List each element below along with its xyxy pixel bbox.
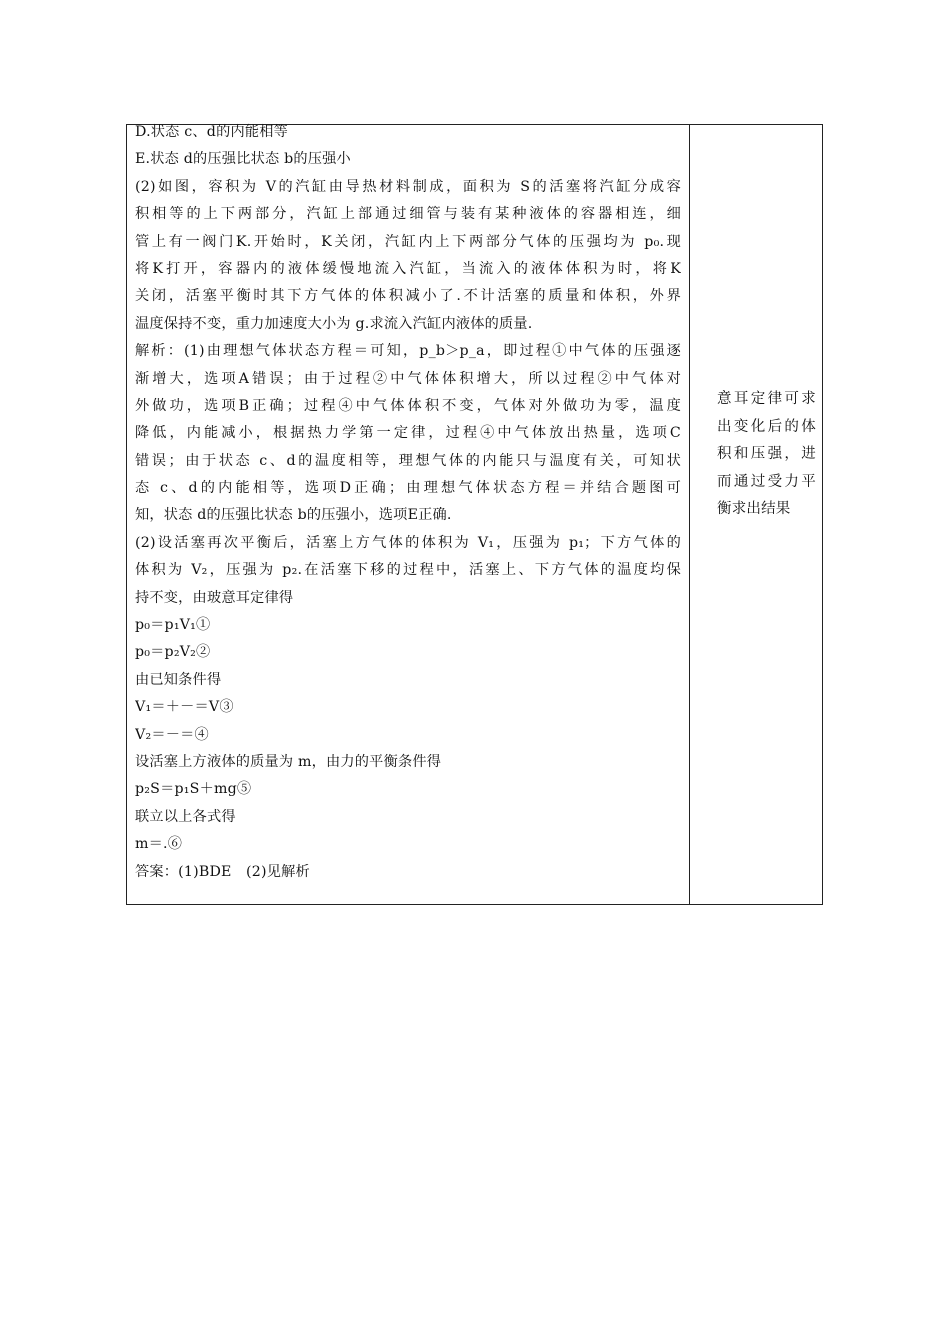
text-line: 联立以上各式得: [135, 808, 236, 825]
text-line: 外做功，选项B正确；过程④中气体体积不变，气体对外做功为零，温度: [135, 397, 681, 414]
comment-line: 衡求出结果: [717, 501, 791, 517]
text-line: (2)设活塞再次平衡后，活塞上方气体的体积为 V₁，压强为 p₁；下方气体的: [135, 534, 681, 551]
text-line: (2)如图，容积为 V的汽缸由导热材料制成，面积为 S的活塞将汽缸分成容: [135, 178, 681, 195]
text-line: 温度保持不变，重力加速度大小为 g.求流入汽缸内液体的质量.: [135, 315, 533, 332]
equation-line: V₁＝＋－＝V③: [135, 699, 234, 716]
text-line: 设活塞上方液体的质量为 m，由力的平衡条件得: [135, 753, 442, 770]
text-line: 持不变，由玻意耳定律得: [135, 589, 294, 606]
comment-line: 而通过受力平: [717, 473, 816, 490]
comment-line: 积和压强，进: [717, 446, 816, 462]
text-line: 将K打开，容器内的液体缓慢地流入汽缸，当流入的液体体积为时，将K: [135, 260, 681, 277]
equation-line: p₂S＝p₁S＋mg⑤: [135, 781, 252, 798]
text-line: 渐增大，选项A错误；由于过程②中气体体积增大，所以过程②中气体对: [135, 370, 681, 387]
text-line: 解析：(1)由理想气体状态方程＝可知，p_b＞p_a，即过程①中气体的压强逐: [135, 343, 681, 360]
text-line: 降低，内能减小，根据热力学第一定律，过程④中气体放出热量，选项C: [135, 425, 681, 442]
equation-line: p₀＝p₂V₂②: [135, 644, 211, 661]
text-line: 错误；由于状态 c、d的温度相等，理想气体的内能只与温度有关，可知状: [135, 452, 681, 469]
comment-cell: [690, 125, 822, 904]
equation-line: V₂＝－＝④: [135, 726, 209, 743]
text-line: 体积为 V₂，压强为 p₂.在活塞下移的过程中，活塞上、下方气体的温度均保: [135, 562, 681, 579]
equation-line: p₀＝p₁V₁①: [135, 617, 211, 634]
answer-line: 答案：(1)BDE (2)见解析: [135, 863, 310, 880]
text-line: 由已知条件得: [135, 671, 222, 688]
text-line: 知，状态 d的压强比状态 b的压强小，选项E正确.: [135, 507, 452, 524]
solution-cell: [127, 125, 690, 904]
text-line: 管上有一阀门K.开始时，K关闭，汽缸内上下两部分气体的压强均为 p₀.现: [135, 233, 681, 250]
text-line: D.状态 c、d的内能相等: [135, 124, 289, 140]
text-line: 积相等的上下两部分，汽缸上部通过细管与装有某种液体的容器相连，细: [135, 206, 681, 223]
content-table: [126, 124, 823, 905]
solution-text: [135, 119, 681, 886]
comment-text: [717, 386, 816, 524]
text-line: 关闭，活塞平衡时其下方气体的体积减小了.不计活塞的质量和体积，外界: [135, 288, 681, 305]
equation-line: m＝.⑥: [135, 836, 183, 853]
text-line: E.状态 d的压强比状态 b的压强小: [135, 151, 351, 168]
text-line: 态 c、d的内能相等，选项D正确；由理想气体状态方程＝并结合题图可: [135, 480, 681, 497]
comment-line: 意耳定律可求: [717, 391, 816, 407]
comment-line: 出变化后的体: [717, 418, 816, 435]
